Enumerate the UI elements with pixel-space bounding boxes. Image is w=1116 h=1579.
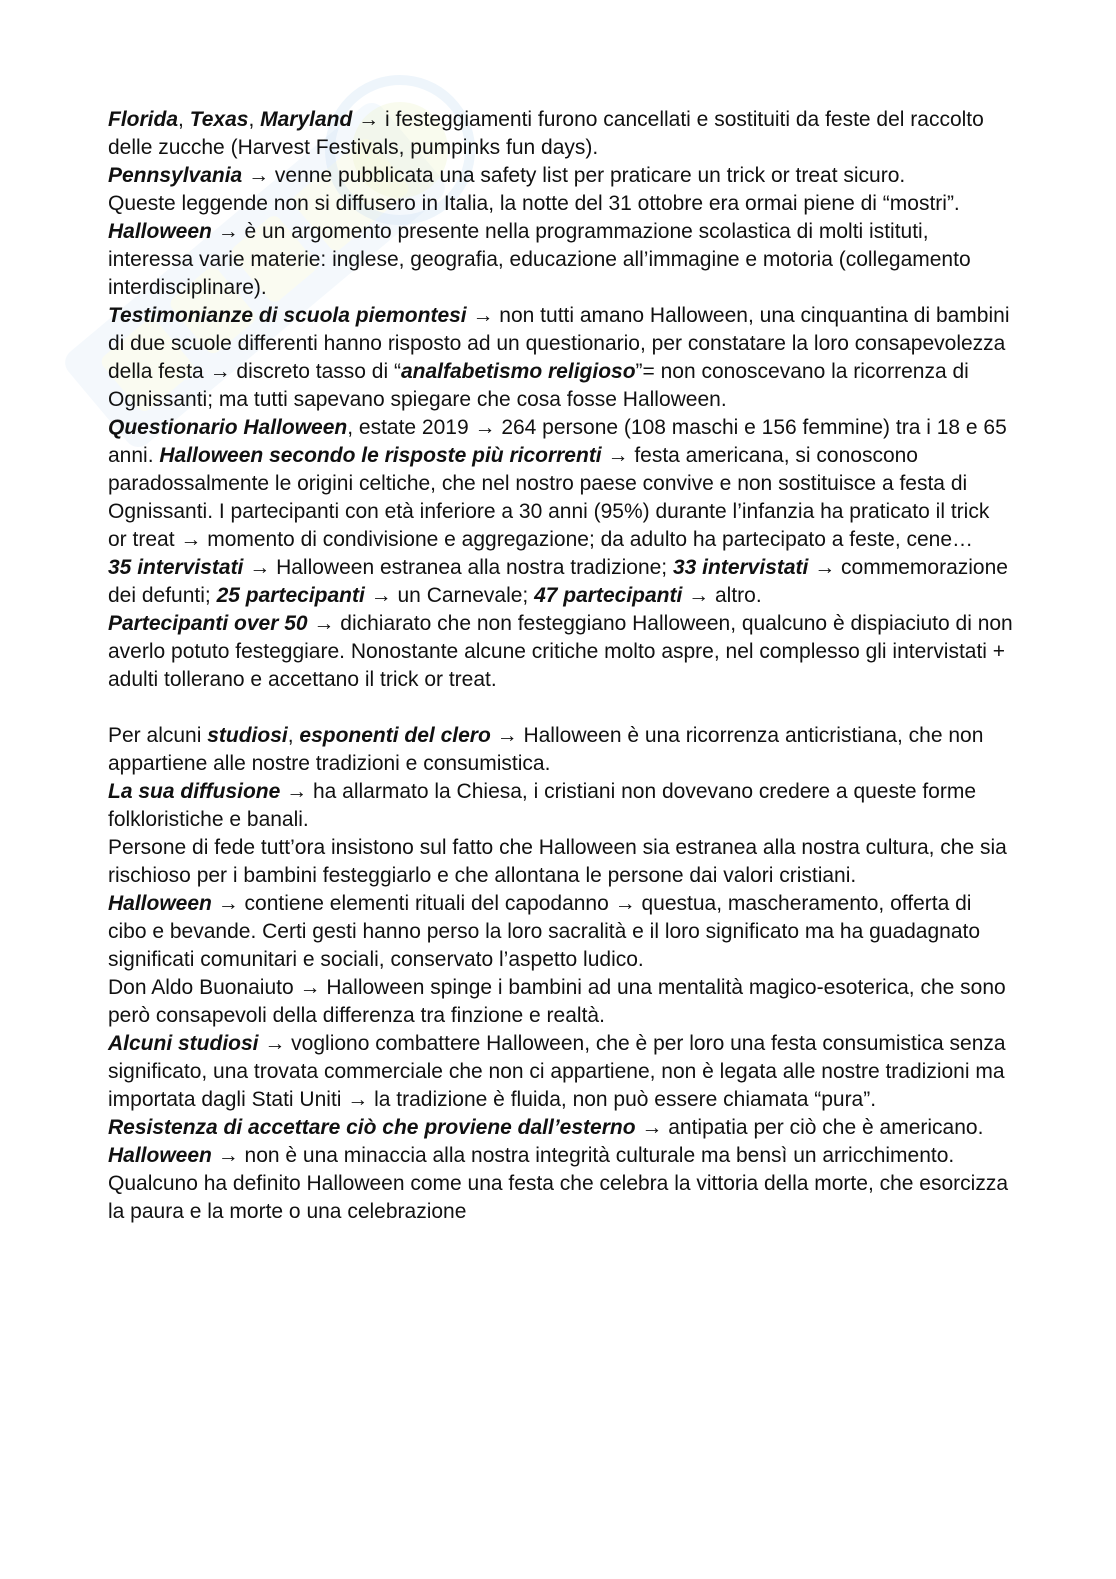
bold-term: analfabetismo religioso (400, 360, 636, 383)
bold-term: Texas (189, 108, 249, 131)
paragraph (108, 190, 1013, 302)
text-run: Per alcuni (108, 724, 208, 747)
text-run: → un Carnevale; (364, 584, 535, 607)
document-body (108, 106, 1013, 1226)
paragraph (108, 834, 1013, 890)
paragraph (108, 1114, 1013, 1142)
paragraph (108, 414, 1013, 554)
paragraph (108, 722, 1013, 778)
bold-term: Halloween (108, 220, 212, 243)
bold-term: Questionario Halloween (108, 416, 348, 439)
paragraph (108, 610, 1013, 694)
text-run: → Halloween estranea alla nostra tradizione; (243, 556, 673, 579)
text-run: Persone di fede tutt’ora insistono sul fatto che Halloween sia estranea alla nostra cultura, che sia rischioso per i bambini festeggiarlo e che allontana le persone dai valori cristiani. (108, 836, 1007, 887)
paragraph (108, 974, 1013, 1030)
paragraph (108, 1030, 1013, 1114)
text-run: → Halloween è una ricorrenza anticristiana, che non appartiene alle nostre tradizioni e consumistica. (108, 724, 984, 775)
bold-term: Testimonianze di scuola piemontesi (108, 304, 467, 327)
text-run: → commemorazione dei defunti; (108, 556, 1008, 607)
text-run: Don Aldo Buonaiuto → Halloween spinge i bambini ad una mentalità magico-esoterica, che sono però consapevoli della differenza tra finzione e realtà. (108, 976, 1006, 1027)
text-run: → vogliono combattere Halloween, che è per loro una festa consumistica senza significato, una trovata commerciale che non ci appartiene, non è legata alle nostre tradizioni ma importata dagli Stati Uniti → la tradizione è fluida, non può essere chiamata “pura”. (108, 1032, 1006, 1111)
bold-term: Resistenza di accettare ciò che proviene dall’esterno (108, 1116, 636, 1139)
paragraph (108, 554, 1013, 610)
text-run: → festa americana, si conoscono paradossalmente le origini celtiche, che nel nostro paese convive e non sostituisce a festa di Ognissanti. I partecipanti con età inferiore a 30 anni (95%) durante l’infanzia ha praticato il trick or treat → momento di condivisione e aggregazione; da adulto ha partecipato a feste, cene… (108, 444, 990, 551)
bold-term: Pennsylvania (108, 164, 243, 187)
bold-term: La sua diffusione (108, 780, 281, 803)
bold-term: studiosi (207, 724, 288, 747)
text-run: , (178, 108, 190, 131)
text-run: → ha allarmato la Chiesa, i cristiani non dovevano credere a queste forme folkloristiche e banali. (108, 780, 977, 831)
text-run: → contiene elementi rituali del capodanno → questua, mascheramento, offerta di cibo e bevande. Certi gesti hanno perso la loro sacralità e il loro significato ma ha guadagnato significati comunitari e sociali, conservato l’aspetto ludico. (108, 892, 981, 971)
paragraph (108, 106, 1013, 162)
text-run: Queste leggende non si diffusero in Italia, la notte del 31 ottobre era ormai piene di “mostri”. (108, 192, 960, 215)
text-run: , estate 2019 → 264 persone (108 maschi e 156 femmine) tra i 18 e 65 anni. (108, 416, 1007, 467)
bold-term: 35 intervistati (108, 556, 244, 579)
text-run: → altro. (682, 584, 762, 607)
text-run: → venne pubblicata una safety list per praticare un trick or treat sicuro. (242, 164, 906, 187)
text-run: , (287, 724, 300, 747)
paragraph (108, 162, 1013, 190)
text-run: ”= non conoscevano la ricorrenza di Ognissanti; ma tutti sapevano spiegare che cosa fosse Halloween. (108, 360, 969, 411)
bold-term: 33 intervistati (672, 556, 809, 579)
paragraph (108, 778, 1013, 834)
paragraph (108, 1142, 1013, 1226)
text-run: → è un argomento presente nella programmazione scolastica di molti istituti, interessa varie materie: inglese, geografia, educazione all’immagine e motoria (collegamento interdisciplinare). (108, 220, 971, 299)
paragraph (108, 890, 1013, 974)
bold-term: Halloween secondo le risposte più ricorrenti (159, 444, 602, 467)
text-run: → dichiarato che non festeggiano Halloween, qualcuno è dispiaciuto di non averlo potuto festeggiare. Nonostante alcune critiche molto aspre, nel complesso gli intervistati + adulti tollerano e accettano il trick or treat. (108, 612, 1013, 691)
bold-term: Alcuni studiosi (108, 1032, 259, 1055)
text-run: → non tutti amano Halloween, una cinquantina di bambini di due scuole differenti hanno risposto ad un questionario, per constatare la loro consapevolezza della festa → discreto tasso di “ (108, 304, 1010, 383)
paragraph (108, 302, 1013, 414)
text-run: → antipatia per ciò che è americano. (635, 1116, 984, 1139)
bold-term: Partecipanti over 50 (108, 612, 308, 635)
bold-term: esponenti del clero (299, 724, 491, 747)
text-run: → non è una minaccia alla nostra integrità culturale ma bensì un arricchimento. Qualcuno ha definito Halloween come una festa che celebra la vittoria della morte, che esorcizza la paura e la morte o una celebrazione (108, 1144, 1008, 1223)
text-run: → i festeggiamenti furono cancellati e sostituiti da feste del raccolto delle zucche (Harvest Festivals, pumpinks fun days). (108, 108, 984, 159)
bold-term: Florida (108, 108, 179, 131)
bold-term: Halloween (108, 892, 212, 915)
bold-term: 47 partecipanti (534, 584, 683, 607)
bold-term: Maryland (260, 108, 353, 131)
bold-term: 25 partecipanti (216, 584, 365, 607)
paragraph-gap (108, 694, 1013, 722)
bold-term: Halloween (108, 1144, 212, 1167)
text-run: , (248, 108, 261, 131)
